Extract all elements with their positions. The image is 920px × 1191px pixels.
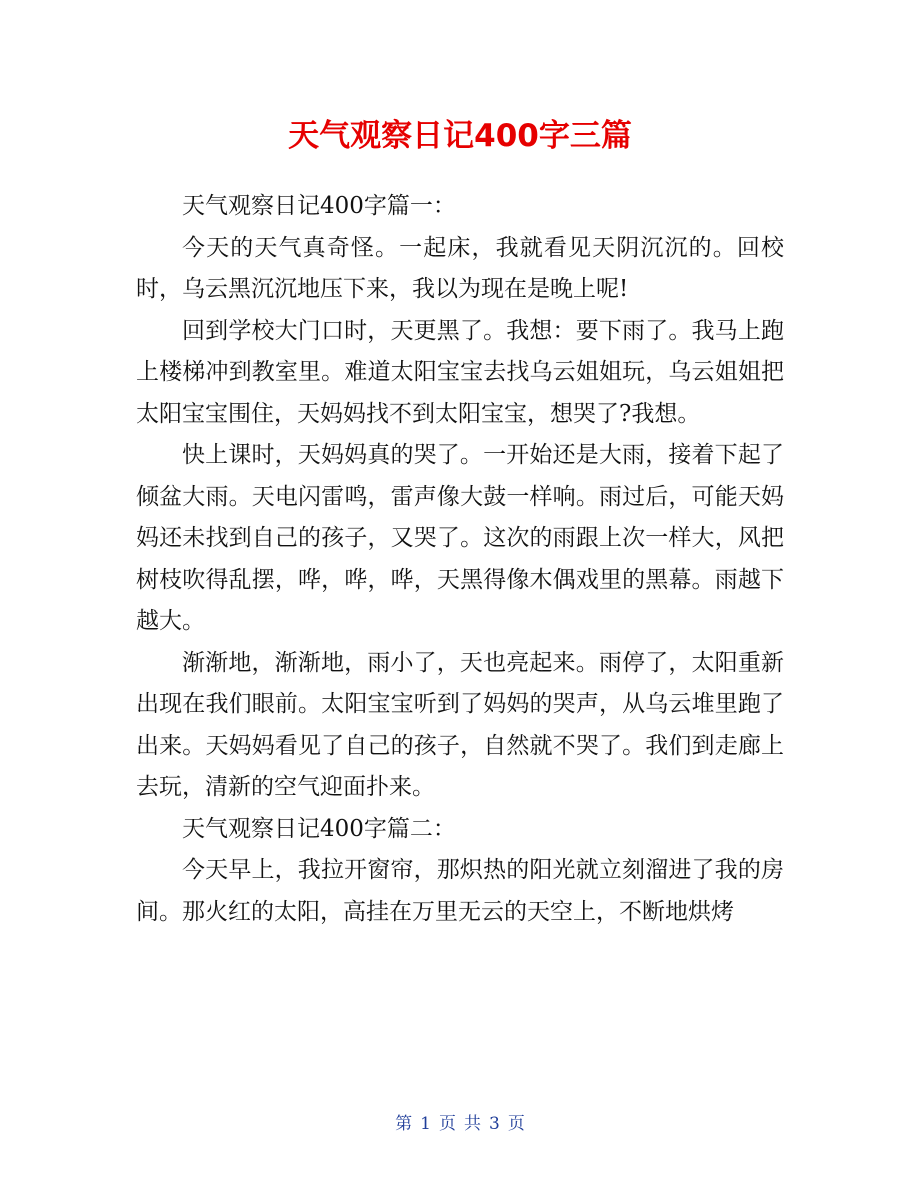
section-heading-2: 天气观察日记400字篇二： <box>182 815 456 842</box>
paragraph: 渐渐地，渐渐地，雨小了，天也亮起来。雨停了，太阳重新出现在我们眼前。太阳宝宝听到了妈妈的哭声，从乌云堆里跑了出来。天妈妈看见了自己的孩子，自然就不哭了。我们到走廊上去玩，清新的空气迎面扑来。 <box>136 649 784 800</box>
paragraph: 今天早上，我拉开窗帘，那炽热的阳光就立刻溜进了我的房间。那火红的太阳，高挂在万里无云的天空上，不断地烘烤 <box>136 857 784 925</box>
paragraph: 回到学校大门口时，天更黑了。我想：要下雨了。我马上跑上楼梯冲到教室里。难道太阳宝宝去找乌云姐姐玩，乌云姐姐把太阳宝宝围住，天妈妈找不到太阳宝宝，想哭了?我想。 <box>136 317 784 427</box>
paragraph: 快上课时，天妈妈真的哭了。一开始还是大雨，接着下起了倾盆大雨。天电闪雷鸣，雷声像大鼓一样响。雨过后，可能天妈妈还未找到自己的孩子，又哭了。这次的雨跟上次一样大，风把树枝吹得乱摆，哗，哗，哗，天黑得像木偶戏里的黑幕。雨越下越大。 <box>136 442 784 634</box>
document-body <box>136 186 784 933</box>
page-label: 第 <box>395 1114 413 1134</box>
current-page-number: 1 <box>420 1114 431 1134</box>
document-title: 天气观察日记400字三篇 <box>288 118 632 154</box>
paragraph: 今天的天气真奇怪。一起床，我就看见天阴沉沉的。回校时，乌云黑沉沉地压下来，我以为现在是晚上呢! <box>136 234 784 302</box>
total-label: 共 <box>464 1114 481 1134</box>
total-unit-label: 页 <box>507 1114 525 1134</box>
page-unit-label: 页 <box>439 1114 456 1134</box>
section-heading-1: 天气观察日记400字篇一： <box>182 193 456 219</box>
total-pages-number: 3 <box>489 1114 500 1134</box>
page-footer <box>0 1112 920 1136</box>
